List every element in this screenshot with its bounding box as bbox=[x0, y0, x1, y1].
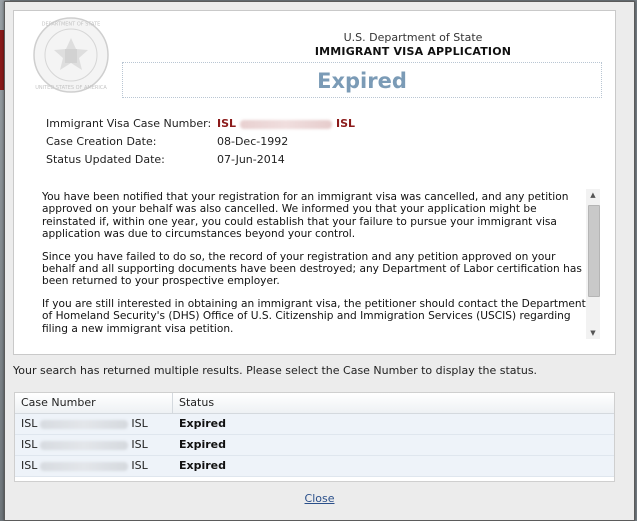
status-message-scroll-area[interactable] bbox=[34, 183, 602, 341]
message-paragraph: If you are still interested in obtaining an immigrant visa, the petitioner should contact the Department of Homeland Security's (DHS) Office of U.S. Citizenship and Immigration Services (USCIS) regarding filing a new immigrant visa petition. bbox=[42, 297, 586, 335]
case-number-link[interactable] bbox=[15, 456, 173, 476]
status-text: Expired bbox=[317, 69, 407, 93]
message-scrollbar[interactable] bbox=[586, 189, 600, 339]
creation-date-row bbox=[46, 133, 355, 151]
svg-text:UNITED STATES OF AMERICA: UNITED STATES OF AMERICA bbox=[35, 85, 107, 91]
status-banner bbox=[122, 62, 602, 98]
results-message: Your search has returned multiple results. Please select the Case Number to display the status. bbox=[13, 364, 538, 377]
case-prefix: ISL bbox=[21, 459, 38, 472]
case-prefix: ISL bbox=[21, 438, 38, 451]
application-title: IMMIGRANT VISA APPLICATION bbox=[314, 45, 512, 58]
svg-text:DEPARTMENT OF STATE: DEPARTMENT OF STATE bbox=[41, 21, 101, 28]
case-number-value bbox=[217, 115, 355, 133]
case-status: Expired bbox=[179, 417, 227, 430]
redacted-case-digits bbox=[240, 120, 332, 129]
status-dialog bbox=[4, 1, 635, 521]
table-row[interactable] bbox=[15, 435, 614, 456]
scrollbar-thumb[interactable] bbox=[588, 205, 600, 297]
case-number-prefix: ISL bbox=[217, 117, 237, 130]
redacted-case-digits bbox=[40, 441, 128, 450]
case-info bbox=[46, 115, 355, 169]
case-number-label: Immigrant Visa Case Number: bbox=[46, 117, 212, 130]
status-card bbox=[13, 10, 616, 355]
updated-date-value: 07-Jun-2014 bbox=[217, 153, 285, 166]
results-table-header bbox=[15, 393, 614, 414]
case-suffix: ISL bbox=[131, 417, 148, 430]
case-number-column-header[interactable]: Case Number bbox=[15, 393, 173, 413]
redacted-case-digits bbox=[40, 462, 128, 471]
case-suffix: ISL bbox=[131, 459, 148, 472]
results-table bbox=[14, 392, 615, 482]
table-row[interactable] bbox=[15, 456, 614, 477]
status-message bbox=[42, 191, 586, 341]
case-prefix: ISL bbox=[21, 417, 38, 430]
case-status: Expired bbox=[179, 438, 227, 451]
status-column-header[interactable]: Status bbox=[179, 396, 215, 409]
updated-date-label: Status Updated Date: bbox=[46, 153, 165, 166]
message-paragraph: You have been notified that your registration for an immigrant visa was cancelled, and any petition approved on your behalf was also cancelled. We informed you that your application might be reinstated if, within one year, you could establish that your failure to pursue your immigrant visa application was due to circumstances beyond your control. bbox=[42, 191, 569, 241]
agency-name: U.S. Department of State bbox=[343, 31, 483, 44]
creation-date-label: Case Creation Date: bbox=[46, 135, 157, 148]
creation-date-value: 08-Dec-1992 bbox=[217, 135, 289, 148]
table-row[interactable] bbox=[15, 414, 614, 435]
case-status: Expired bbox=[179, 459, 227, 472]
close-link[interactable]: Close bbox=[304, 492, 335, 505]
scroll-up-arrow-icon[interactable]: ▲ bbox=[590, 191, 596, 199]
case-number-link[interactable] bbox=[15, 414, 173, 434]
case-number-row bbox=[46, 115, 355, 133]
case-number-suffix: ISL bbox=[336, 117, 356, 130]
case-suffix: ISL bbox=[131, 438, 148, 451]
message-paragraph: Since you have failed to do so, the record of your registration and any petition approved on your behalf and all supporting documents have been destroyed; any Department of Labor certification has been returned to your prospective employer. bbox=[42, 250, 582, 288]
scroll-down-arrow-icon[interactable]: ▼ bbox=[590, 329, 596, 337]
case-number-link[interactable] bbox=[15, 435, 173, 455]
redacted-case-digits bbox=[40, 420, 128, 429]
updated-date-row bbox=[46, 151, 355, 169]
